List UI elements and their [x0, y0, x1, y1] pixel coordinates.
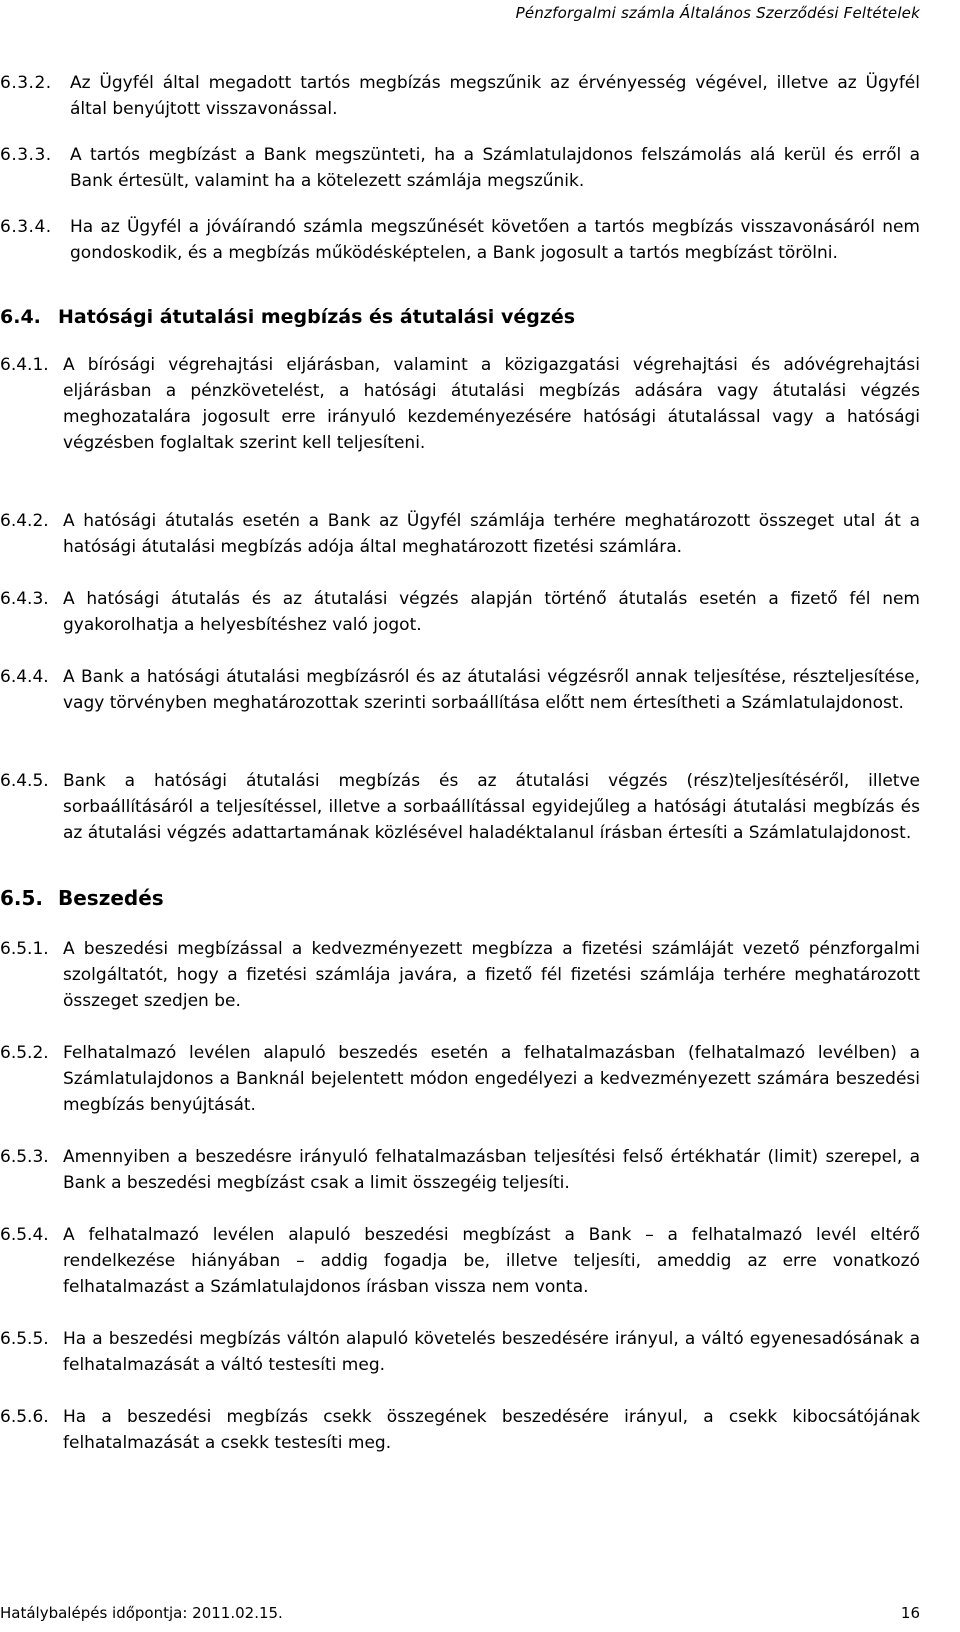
- section-heading-6-4: [0, 306, 575, 328]
- clause-text: A hatósági átutalás esetén a Bank az Ügyfél számlája terhére meghatározott összeget utal át a hatósági átutalási megbízás adója által meghatározott fizetési számlára.: [63, 511, 920, 557]
- clause-number: 6.4.3.: [0, 589, 49, 609]
- clause-number: 6.5.1.: [0, 939, 49, 959]
- page-number: 16: [900, 1604, 920, 1622]
- section-number: 6.5.: [0, 886, 44, 910]
- clause-text: Bank a hatósági átutalási megbízás és az átutalási végzés (rész)teljesítéséről, illetve sorbaállításáról a teljesítéssel, illetve a sorbaállítással egyidejűleg a hatósági átutalási megbízás és az átutalási végzés adattartamának közlésével haladéktalanul írásban értesíti a Számlatulajdonost.: [63, 771, 920, 843]
- running-header: Pénzforgalmi számla Általános Szerződési Feltételek: [515, 4, 920, 22]
- clause-text: A felhatalmazó levélen alapuló beszedési megbízást a Bank – a felhatalmazó levél eltérő rendelkezése hiányában – addig fogadja be, illetve teljesíti, ameddig az erre vonatkozó felhatalmazást a Számlatulajdonos írásban vissza nem vonta.: [63, 1225, 920, 1297]
- clause-text: Ha a beszedési megbízás váltón alapuló követelés beszedésére irányul, a váltó egyenesadósának a felhatalmazását a váltó testesíti meg.: [63, 1329, 920, 1375]
- clause-text: A bírósági végrehajtási eljárásban, valamint a közigazgatási végrehajtási és adóvégrehajtási eljárásban a pénzkövetelést, a hatósági átutalási megbízás adására vagy átutalási végzés meghozatalára jogosult erre irányuló kezdeményezésére hatósági átutalással vagy a hatósági végzésben foglaltak szerint kell teljesíteni.: [63, 355, 920, 453]
- clause-text: A hatósági átutalás és az átutalási végzés alapján történő átutalás esetén a fizető fél nem gyakorolhatja a helyesbítéshez való jogot.: [63, 589, 920, 635]
- clause-number: 6.4.2.: [0, 511, 49, 531]
- clause-number: 6.3.2.: [0, 73, 52, 93]
- clause-text: A beszedési megbízással a kedvezményezett megbízza a fizetési számláját vezető pénzforgalmi szolgáltatót, hogy a fizetési számlája javára, a fizető fél fizetési számlája terhére meghatározott összeget szedjen be.: [63, 939, 920, 1011]
- clause-number: 6.3.4.: [0, 217, 52, 237]
- clause-text: Felhatalmazó levélen alapuló beszedés esetén a felhatalmazásban (felhatalmazó levélben) a Számlatulajdonos a Banknál bejelentett módon engedélyezi a kedvezményezett számára beszedési megbízás benyújtását.: [63, 1043, 920, 1115]
- clause-text: A tartós megbízást a Bank megszünteti, ha a Számlatulajdonos felszámolás alá kerül és erről a Bank értesült, valamint ha a kötelezett számlája megszűnik.: [70, 145, 920, 191]
- clause-number: 6.5.6.: [0, 1407, 49, 1427]
- section-number: 6.4.: [0, 306, 41, 328]
- clause-text: Ha a beszedési megbízás csekk összegének beszedésére irányul, a csekk kibocsátójának felhatalmazását a csekk testesíti meg.: [63, 1407, 920, 1453]
- clause-number: 6.4.1.: [0, 355, 49, 375]
- section-heading-6-5: [0, 886, 164, 910]
- section-title: Hatósági átutalási megbízás és átutalási végzés: [58, 306, 576, 328]
- effective-date: Hatálybalépés időpontja: 2011.02.15.: [0, 1604, 283, 1622]
- clause-number: 6.5.2.: [0, 1043, 49, 1063]
- section-title: Beszedés: [58, 886, 164, 910]
- clause-number: 6.5.3.: [0, 1147, 49, 1167]
- clause-text: Az Ügyfél által megadott tartós megbízás megszűnik az érvényesség végével, illetve az Ügyfél által benyújtott visszavonással.: [70, 73, 920, 119]
- clause-number: 6.5.5.: [0, 1329, 49, 1349]
- clause-text: Amennyiben a beszedésre irányuló felhatalmazásban teljesítési felső értékhatár (limit) szerepel, a Bank a beszedési megbízást csak a limit összegéig teljesíti.: [63, 1147, 920, 1193]
- clause-number: 6.4.5.: [0, 771, 49, 791]
- clause-text: Ha az Ügyfél a jóváírandó számla megszűnését követően a tartós megbízás visszavonásáról nem gondoskodik, és a megbízás működésképtelen, a Bank jogosult a tartós megbízást törölni.: [70, 217, 920, 263]
- clause-text: A Bank a hatósági átutalási megbízásról és az átutalási végzésről annak teljesítése, részteljesítése, vagy törvényben meghatározottak szerinti sorbaállítása előtt nem értesítheti a Számlatulajdonost.: [63, 667, 920, 713]
- clause-number: 6.5.4.: [0, 1225, 49, 1245]
- clause-number: 6.3.3.: [0, 145, 52, 165]
- clause-number: 6.4.4.: [0, 667, 49, 687]
